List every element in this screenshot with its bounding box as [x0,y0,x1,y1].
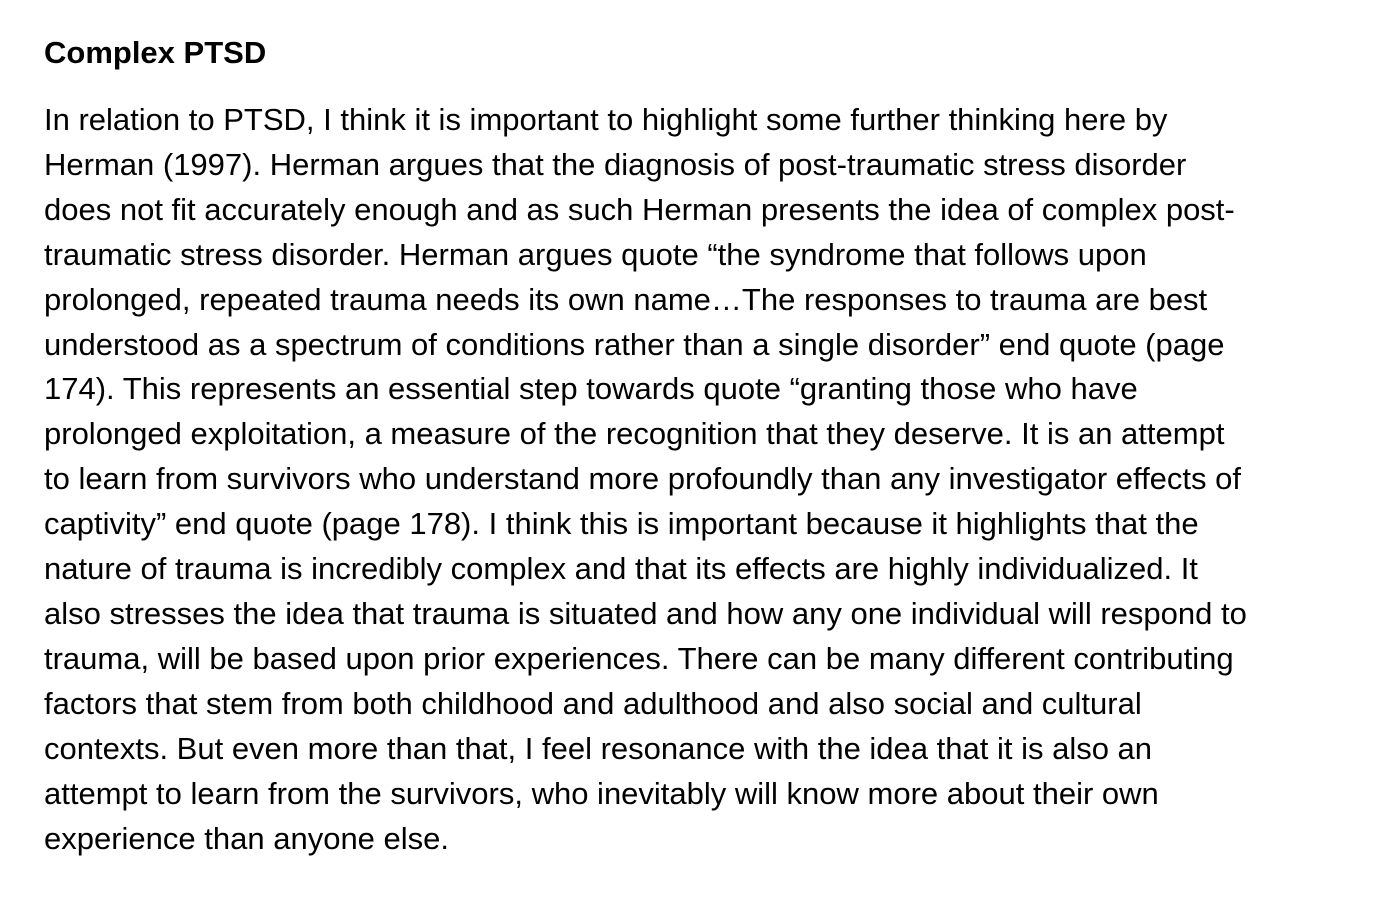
paragraph-line: nature of trauma is incredibly complex and that its effects are highly individualized. It [44,551,1198,587]
paragraph-line: factors that stem from both childhood and adulthood and also social and cultural [44,685,1142,721]
paragraph-line: also stresses the idea that trauma is situated and how any one individual will respond to [44,595,1247,631]
body-paragraph [44,98,1374,861]
paragraph-line: understood as a spectrum of conditions rather than a single disorder” end quote (page [44,326,1225,362]
paragraph-line: prolonged exploitation, a measure of the recognition that they deserve. It is an attempt [44,416,1225,452]
paragraph-line: 174). This represents an essential step towards quote “granting those who have [44,371,1138,407]
document [44,30,1374,861]
paragraph-line: captivity” end quote (page 178). I think this is important because it highlights that the [44,506,1199,542]
paragraph-line: In relation to PTSD, I think it is important to highlight some further thinking here by [44,102,1168,137]
paragraph-line: trauma, will be based upon prior experiences. There can be many different contributing [44,640,1234,676]
paragraph-line: contexts. But even more than that, I feel resonance with the idea that it is also an [44,730,1153,766]
paragraph-line: does not fit accurately enough and as such Herman presents the idea of complex post- [44,191,1235,227]
paragraph-line: Herman (1997). Herman argues that the diagnosis of post-traumatic stress disorder [44,146,1187,182]
paragraph-line: attempt to learn from the survivors, who inevitably will know more about their own [44,775,1159,811]
paragraph-line: experience than anyone else. [44,820,450,856]
paragraph-line: to learn from survivors who understand more profoundly than any investigator effects of [44,461,1241,497]
paragraph-line: prolonged, repeated trauma needs its own name…The responses to trauma are best [44,281,1208,317]
paragraph-line: traumatic stress disorder. Herman argues quote “the syndrome that follows upon [44,236,1147,272]
section-heading: Complex PTSD [44,35,267,70]
